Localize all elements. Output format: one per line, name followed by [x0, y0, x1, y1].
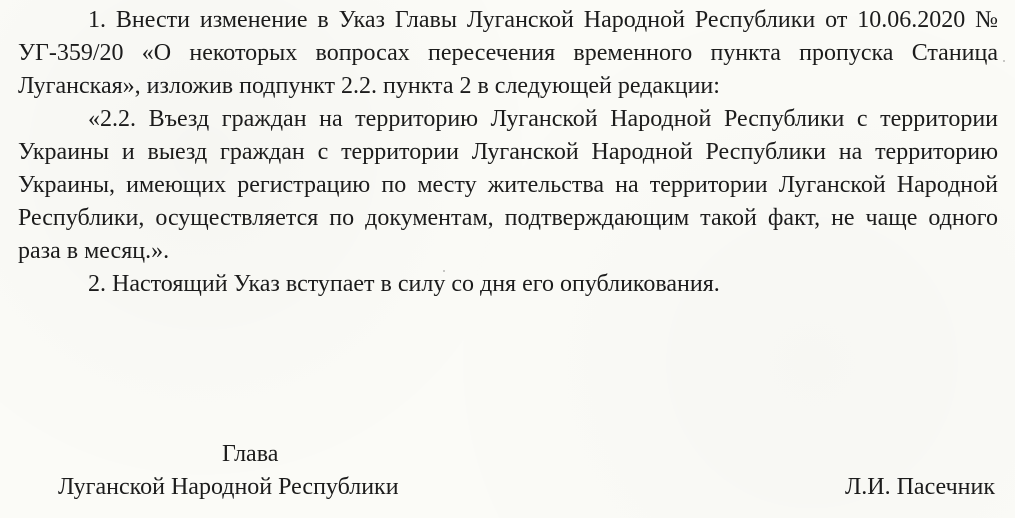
signatory-title-line1: Глава [222, 441, 279, 467]
paragraph-new-wording: «2.2. Въезд граждан на территорию Луганской Народной Республики с территории Украины и выезд граждан с территории Луганской Народной Республики на территорию Украины, имеющих регистрацию по месту жительства на территории Луганской Народной Республики, осуществляется по документам, подтверждающим такой факт, не чаще одного раза в месяц.». [18, 106, 998, 264]
scan-speck [1003, 60, 1005, 62]
signatory-title-line2: Луганской Народной Республики [58, 474, 399, 500]
paragraph-entry-into-force: 2. Настоящий Указ вступает в силу со дня его опубликования. [88, 271, 720, 297]
signature-block [0, 438, 1015, 508]
signatory-name: Л.И. Пасечник [844, 474, 995, 500]
decree-body [18, 4, 998, 301]
paragraph-amendment: 1. Внести изменение в Указ Главы Луганской Народной Республики от 10.06.2020 № УГ-359/20 «О некоторых вопросах пересечения временного пункта пропуска Станица Луганская», изложив подпункт 2.2. пункта 2 в следующей редакции: [18, 7, 998, 99]
scan-speck [443, 270, 445, 272]
